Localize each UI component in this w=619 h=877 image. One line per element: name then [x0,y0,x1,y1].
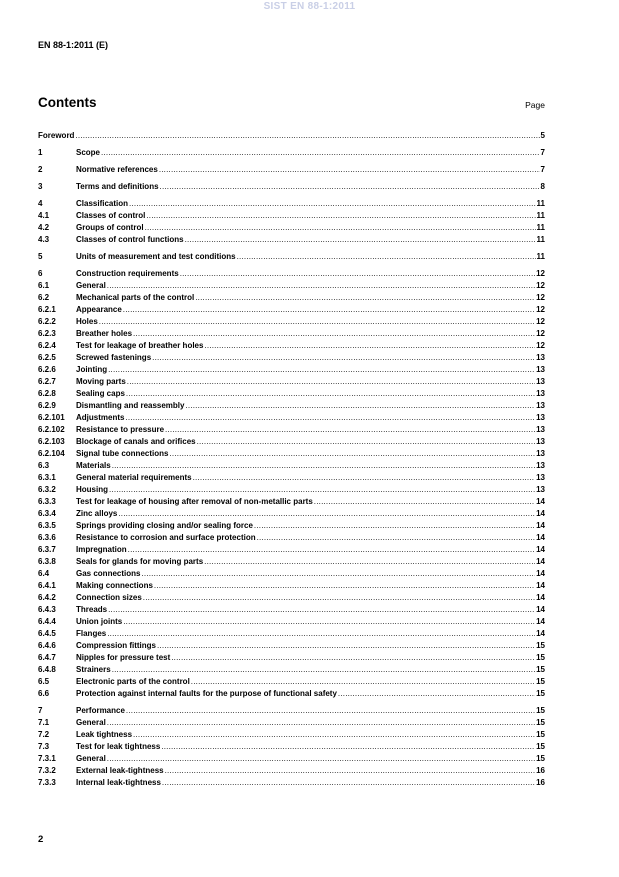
toc-entry-number: 7.3 [38,742,50,751]
toc-entry[interactable] [38,705,545,717]
toc-entry[interactable] [38,352,545,364]
page-column-label: Page [525,100,545,110]
toc-dot-leader [101,147,540,159]
toc-entry-number: 6.3.7 [38,545,56,554]
toc-entry-title: Classes of control [76,211,146,220]
toc-entry-page: 12 [536,305,545,314]
toc-dot-leader [197,436,535,448]
toc-entry[interactable] [38,592,545,604]
toc-entry[interactable] [38,741,545,753]
toc-entry[interactable] [38,304,545,316]
toc-entry-page: 8 [540,182,545,191]
toc-dot-leader [161,741,535,753]
toc-dot-leader [180,268,535,280]
toc-entry-number: 7.1 [38,718,50,727]
toc-entry-page: 11 [536,223,545,232]
toc-entry-number: 6.2.1 [38,305,56,314]
toc-entry[interactable] [38,292,545,304]
toc-entry-page: 13 [536,449,545,458]
toc-entry-title: Performance [76,706,125,715]
toc-entry-title: Construction requirements [76,269,179,278]
toc-entry[interactable] [38,164,545,176]
toc-entry-title: Resistance to corrosion and surface protection [76,533,256,542]
toc-dot-leader [141,568,535,580]
toc-entry-number: 6.4.2 [38,593,56,602]
toc-entry-title: General [76,718,106,727]
toc-entry-number: 5 [38,252,43,261]
toc-entry[interactable] [38,147,545,159]
toc-entry-number: 6.2.102 [38,425,65,434]
toc-entry[interactable] [38,181,545,193]
toc-dot-leader [162,777,535,789]
toc-entry[interactable] [38,777,545,789]
toc-dot-leader [195,292,535,304]
toc-entry-title: Nipples for pressure test [76,653,171,662]
toc-entry-page: 15 [536,641,545,650]
toc-dot-leader [314,496,535,508]
toc-dot-leader [112,460,535,472]
toc-entry-page: 13 [536,377,545,386]
toc-dot-leader [185,234,536,246]
toc-entry-page: 11 [536,235,545,244]
toc-dot-leader [108,604,535,616]
toc-entry-number: 6.2.104 [38,449,65,458]
toc-entry[interactable] [38,340,545,352]
toc-entry[interactable] [38,688,545,700]
toc-entry-title: General [76,754,106,763]
toc-entry-page: 13 [536,473,545,482]
toc-entry[interactable] [38,316,545,328]
toc-entry[interactable] [38,412,545,424]
toc-entry[interactable] [38,364,545,376]
toc-entry-page: 14 [536,569,545,578]
toc-entry[interactable] [38,448,545,460]
toc-entry-title: Leak tightness [76,730,133,739]
toc-entry-title: Gas connections [76,569,141,578]
toc-dot-leader [159,164,540,176]
toc-entry-page: 15 [536,677,545,686]
toc-dot-leader [204,340,535,352]
toc-dot-leader [257,532,535,544]
toc-entry[interactable] [38,424,545,436]
toc-dot-leader [338,688,535,700]
toc-entry-number: 3 [38,182,43,191]
toc-entry[interactable] [38,400,545,412]
toc-dot-leader [127,376,535,388]
toc-entry-page: 12 [536,317,545,326]
toc-entry-number: 6.2.103 [38,437,65,446]
toc-entry[interactable] [38,280,545,292]
toc-entry[interactable] [38,251,545,263]
toc-entry-title: Protection against internal faults for the purpose of functional safety [76,689,337,698]
toc-entry-page: 7 [540,165,545,174]
toc-entry-number: 2 [38,165,43,174]
toc-entry-page: 11 [536,252,545,261]
toc-entry-page: 12 [536,329,545,338]
toc-entry-page: 12 [536,269,545,278]
toc-entry-page: 14 [536,581,545,590]
toc-dot-leader [237,251,536,263]
toc-entry[interactable] [38,222,545,234]
toc-entry-title: Springs providing closing and/or sealing force [76,521,253,530]
toc-entry-title: External leak-tightness [76,766,164,775]
toc-dot-leader [254,520,535,532]
toc-entry-number: 6.2.7 [38,377,56,386]
toc-entry-page: 15 [536,754,545,763]
toc-entry-page: 13 [536,365,545,374]
toc-entry-title: Strainers [76,665,111,674]
toc-entry-title: Connection sizes [76,593,142,602]
toc-dot-leader [152,352,535,364]
toc-dot-leader [128,544,535,556]
toc-dot-leader [126,388,535,400]
toc-entry-number: 6.2.5 [38,353,56,362]
toc-entry-page: 14 [536,545,545,554]
toc-entry-title: Terms and definitions [76,182,159,191]
toc-entry-number: 6.2.6 [38,365,56,374]
toc-entry-title: Foreword [38,131,75,140]
toc-dot-leader [185,400,535,412]
toc-entry-number: 4.2 [38,223,50,232]
toc-entry-page: 13 [536,461,545,470]
toc-entry[interactable] [38,496,545,508]
toc-entry-page: 12 [536,293,545,302]
toc-entry-title: Breather holes [76,329,133,338]
toc-entry-number: 4.1 [38,211,50,220]
toc-entry-page: 12 [536,341,545,350]
toc-entry-number: 6.3.4 [38,509,56,518]
toc-dot-leader [191,676,535,688]
toc-entry-title: Scope [76,148,101,157]
table-of-contents [38,130,545,789]
toc-entry-title: Resistance to pressure [76,425,165,434]
contents-title: Contents [38,95,97,110]
toc-entry-number: 6.2.9 [38,401,56,410]
toc-entry-page: 14 [536,533,545,542]
toc-entry-page: 13 [536,437,545,446]
toc-entry-title: Making connections [76,581,153,590]
toc-entry-page: 14 [536,557,545,566]
toc-entry[interactable] [38,130,545,142]
toc-dot-leader [133,328,535,340]
toc-entry[interactable] [38,484,545,496]
toc-entry-title: Impregnation [76,545,127,554]
toc-entry-page: 16 [536,766,545,775]
toc-dot-leader [112,664,535,676]
toc-dot-leader [145,222,536,234]
toc-entry[interactable] [38,640,545,652]
toc-entry-number: 6.2.101 [38,413,65,422]
toc-entry[interactable] [38,717,545,729]
toc-entry-title: Groups of control [76,223,144,232]
toc-entry-title: Union joints [76,617,123,626]
toc-dot-leader [109,484,535,496]
toc-entry-number: 6.4.6 [38,641,56,650]
toc-entry-number: 7.3.1 [38,754,56,763]
toc-dot-leader [123,616,535,628]
toc-entry[interactable] [38,376,545,388]
toc-entry[interactable] [38,436,545,448]
toc-dot-leader [118,508,535,520]
toc-entry-page: 14 [536,605,545,614]
toc-entry-number: 6.6 [38,689,50,698]
toc-entry[interactable] [38,508,545,520]
toc-entry-page: 14 [536,629,545,638]
toc-entry[interactable] [38,580,545,592]
toc-dot-leader [160,181,540,193]
toc-entry-number: 6.4.3 [38,605,56,614]
toc-entry-title: Test for leakage of breather holes [76,341,204,350]
toc-dot-leader [129,198,536,210]
toc-entry-page: 15 [536,653,545,662]
toc-entry-number: 6.4 [38,569,50,578]
toc-dot-leader [125,412,535,424]
toc-entry-page: 5 [540,131,545,140]
toc-entry-page: 13 [536,425,545,434]
toc-entry[interactable] [38,628,545,640]
toc-entry-number: 6.3.2 [38,485,56,494]
toc-entry-title: Dismantling and reassembly [76,401,185,410]
toc-entry-number: 6.4.5 [38,629,56,638]
toc-entry-page: 13 [536,353,545,362]
toc-entry-number: 6.2.3 [38,329,56,338]
toc-entry-title: Appearance [76,305,122,314]
footer-page-number: 2 [38,834,44,845]
toc-entry-number: 6.2.4 [38,341,56,350]
toc-entry-number: 6.1 [38,281,50,290]
toc-entry[interactable] [38,604,545,616]
toc-entry-page: 14 [536,593,545,602]
toc-entry-number: 6.3.1 [38,473,56,482]
toc-entry-page: 14 [536,521,545,530]
toc-entry[interactable] [38,676,545,688]
toc-dot-leader [126,705,535,717]
toc-entry-title: Jointing [76,365,108,374]
toc-dot-leader [171,652,535,664]
toc-entry-title: General material requirements [76,473,192,482]
toc-entry-title: Test for leakage of housing after removal of non-metallic parts [76,497,313,506]
toc-entry-page: 15 [536,665,545,674]
toc-entry-title: Compression fittings [76,641,157,650]
toc-entry[interactable] [38,652,545,664]
toc-entry-page: 11 [536,199,545,208]
toc-entry-title: Screwed fastenings [76,353,152,362]
toc-entry[interactable] [38,729,545,741]
toc-entry-title: Blockage of canals and orifices [76,437,196,446]
toc-dot-leader [107,280,535,292]
toc-dot-leader [169,448,535,460]
toc-entry-page: 12 [536,281,545,290]
toc-entry-page: 11 [536,211,545,220]
toc-entry-number: 6.2 [38,293,50,302]
toc-entry-title: Sealing caps [76,389,125,398]
toc-dot-leader [99,316,535,328]
toc-entry[interactable] [38,556,545,568]
toc-entry-title: Classes of control functions [76,235,184,244]
toc-dot-leader [123,304,535,316]
toc-entry-title: Internal leak-tightness [76,778,161,787]
toc-entry-title: Units of measurement and test conditions [76,252,236,261]
toc-entry[interactable] [38,234,545,246]
toc-entry-number: 4.3 [38,235,50,244]
toc-entry-number: 6 [38,269,43,278]
toc-entry[interactable] [38,568,545,580]
toc-dot-leader [107,717,535,729]
toc-entry-number: 6.5 [38,677,50,686]
toc-entry-title: Test for leak tightness [76,742,161,751]
toc-entry-title: Normative references [76,165,158,174]
toc-entry-page: 13 [536,485,545,494]
toc-entry-page: 15 [536,718,545,727]
toc-entry[interactable] [38,210,545,222]
toc-entry[interactable] [38,753,545,765]
toc-dot-leader [146,210,535,222]
toc-dot-leader [107,628,535,640]
toc-entry-title: Zinc alloys [76,509,118,518]
toc-entry-page: 13 [536,401,545,410]
toc-entry[interactable] [38,472,545,484]
toc-entry-page: 15 [536,706,545,715]
toc-entry-page: 13 [536,389,545,398]
toc-entry[interactable] [38,765,545,777]
toc-dot-leader [143,592,535,604]
toc-dot-leader [133,729,535,741]
toc-entry-title: Threads [76,605,108,614]
toc-entry[interactable] [38,460,545,472]
toc-entry[interactable] [38,198,545,210]
toc-dot-leader [165,765,536,777]
toc-entry-title: Adjustments [76,413,125,422]
toc-entry-number: 6.4.8 [38,665,56,674]
toc-entry-number: 6.4.1 [38,581,56,590]
toc-entry-number: 6.3.8 [38,557,56,566]
toc-entry-number: 6.2.2 [38,317,56,326]
toc-entry[interactable] [38,664,545,676]
toc-entry-title: Classification [76,199,129,208]
toc-entry-page: 14 [536,617,545,626]
toc-dot-leader [157,640,535,652]
toc-entry-page: 15 [536,742,545,751]
toc-dot-leader [165,424,535,436]
toc-entry[interactable] [38,616,545,628]
toc-entry-number: 4 [38,199,43,208]
toc-entry[interactable] [38,532,545,544]
toc-entry-title: Housing [76,485,108,494]
toc-entry-title: Flanges [76,629,107,638]
toc-entry-number: 6.4.4 [38,617,56,626]
toc-dot-leader [204,556,535,568]
toc-entry-title: Materials [76,461,111,470]
toc-dot-leader [193,472,535,484]
toc-entry-number: 6.3.3 [38,497,56,506]
toc-entry-title: Holes [76,317,98,326]
toc-dot-leader [108,364,535,376]
toc-entry-title: Signal tube connections [76,449,169,458]
toc-entry-number: 6.3.5 [38,521,56,530]
toc-entry-number: 7.3.3 [38,778,56,787]
toc-entry-title: Moving parts [76,377,126,386]
toc-dot-leader [107,753,535,765]
toc-entry-number: 7.3.2 [38,766,56,775]
toc-entry[interactable] [38,388,545,400]
toc-entry[interactable] [38,328,545,340]
toc-entry-page: 15 [536,730,545,739]
toc-dot-leader [75,130,539,142]
toc-entry-title: Seals for glands for moving parts [76,557,204,566]
toc-entry-page: 14 [536,509,545,518]
toc-entry-title: Mechanical parts of the control [76,293,195,302]
watermark: SIST EN 88-1:2011 [263,1,356,12]
toc-dot-leader [154,580,535,592]
toc-entry-page: 13 [536,413,545,422]
toc-entry-number: 6.2.8 [38,389,56,398]
toc-entry-page: 14 [536,497,545,506]
toc-entry-number: 6.3 [38,461,50,470]
toc-entry[interactable] [38,520,545,532]
toc-entry-number: 1 [38,148,43,157]
toc-entry-number: 6.4.7 [38,653,56,662]
toc-entry-page: 16 [536,778,545,787]
toc-entry-number: 6.3.6 [38,533,56,542]
toc-entry-page: 7 [540,148,545,157]
toc-entry-page: 15 [536,689,545,698]
toc-entry-title: Electronic parts of the control [76,677,190,686]
toc-entry-number: 7.2 [38,730,50,739]
toc-entry[interactable] [38,544,545,556]
toc-entry-title: General [76,281,106,290]
document-header: EN 88-1:2011 (E) [38,40,109,50]
toc-entry-number: 7 [38,706,43,715]
toc-entry[interactable] [38,268,545,280]
